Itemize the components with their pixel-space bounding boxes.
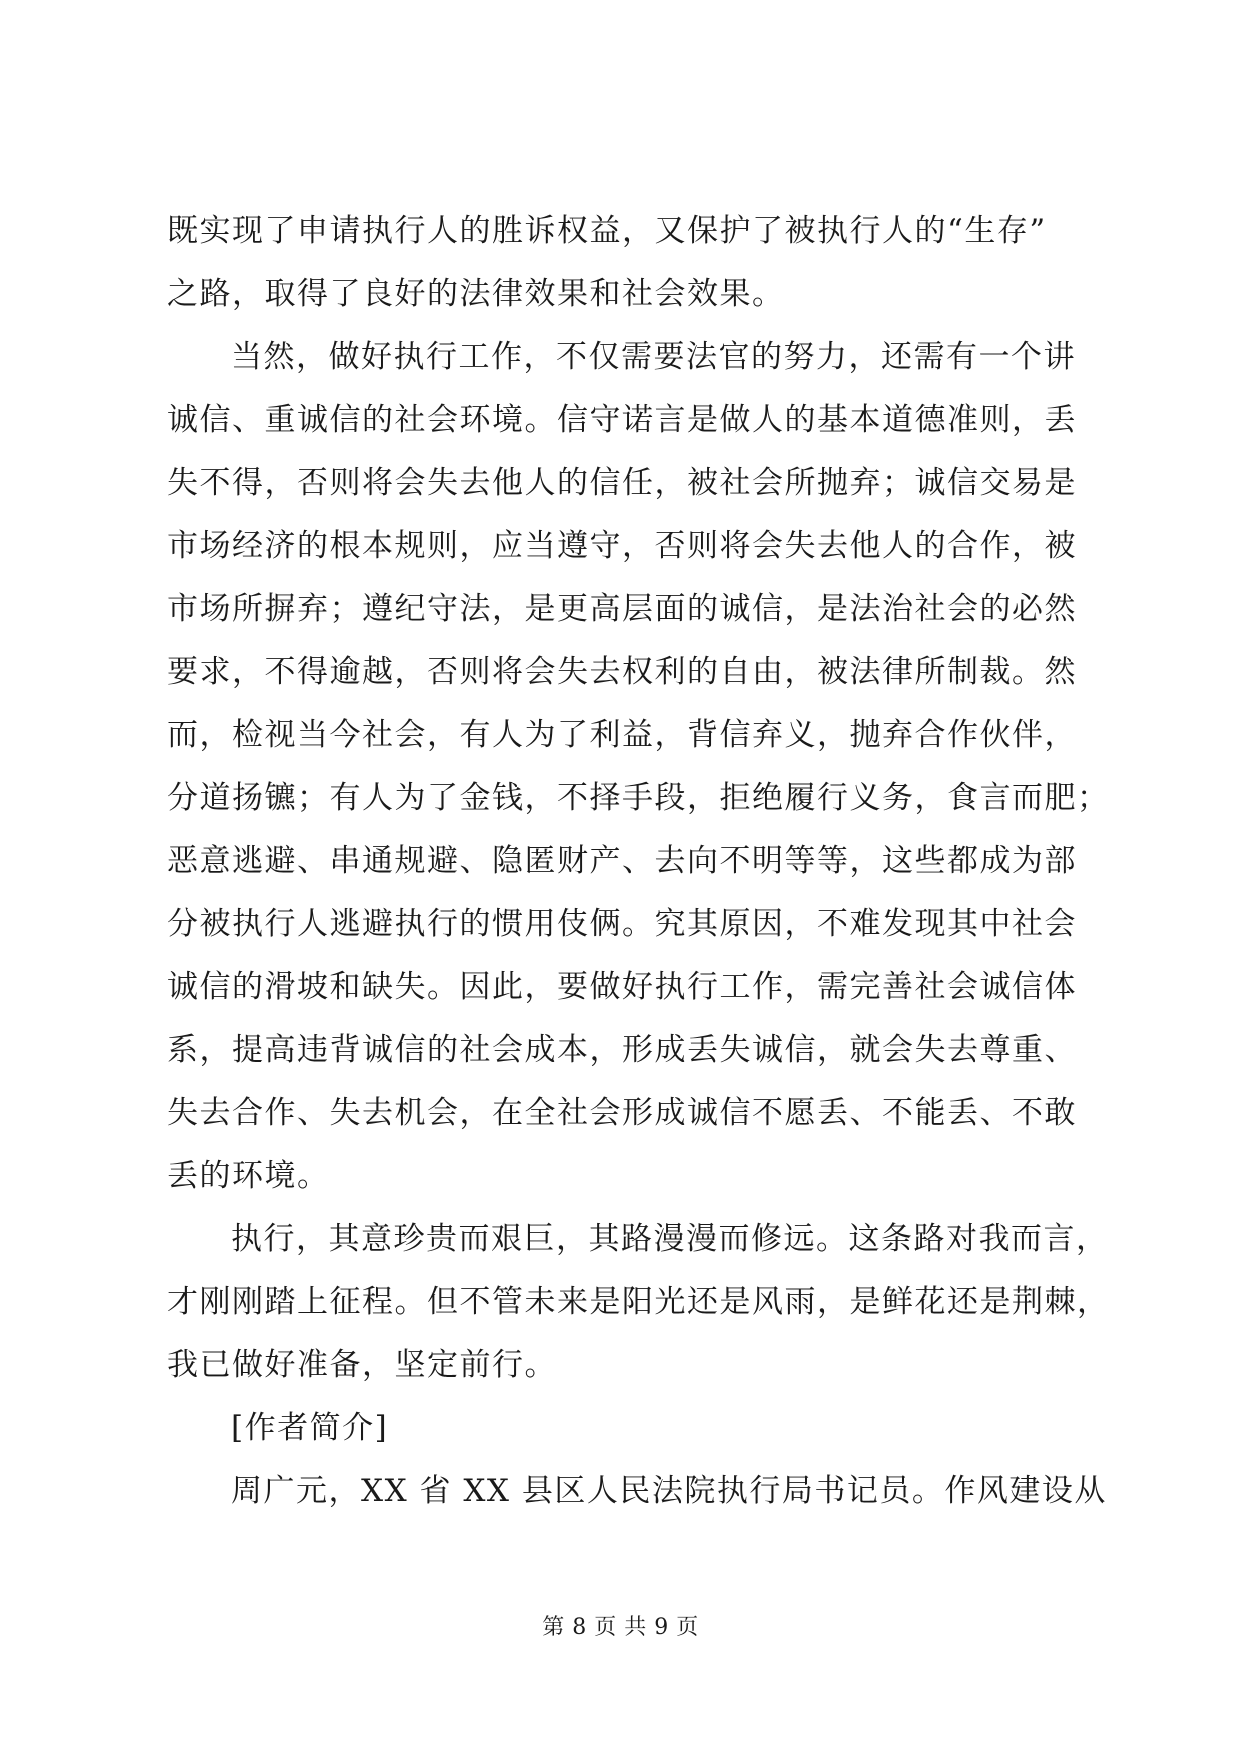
paragraph-start-line: 周广元，XX 省 XX 县区人民法院执行局书记员。作风建设从: [231, 1473, 1107, 1509]
text-line: 才刚刚踏上征程。但不管未来是阳光还是风雨，是鲜花还是荆棘，: [167, 1284, 1110, 1320]
text-line: 失去合作、失去机会，在全社会形成诚信不愿丢、不能丢、不敢: [167, 1095, 1077, 1131]
document-body: [167, 200, 1110, 1523]
text-line: 系，提高违背诚信的社会成本，形成丢失诚信，就会失去尊重、: [167, 1032, 1077, 1068]
text-line: 而，检视当今社会，有人为了利益，背信弃义，抛弃合作伙伴，: [167, 717, 1077, 753]
author-bio-heading: [作者简介]: [231, 1410, 389, 1446]
text-line: 市场经济的根本规则，应当遵守，否则将会失去他人的合作，被: [167, 528, 1077, 564]
text-line: 市场所摒弃；遵纪守法，是更高层面的诚信，是法治社会的必然: [167, 591, 1077, 627]
text-line: 之路，取得了良好的法律效果和社会效果。: [167, 276, 785, 312]
paragraph-start-line: 执行，其意珍贵而艰巨，其路漫漫而修远。这条路对我而言，: [231, 1221, 1109, 1257]
paragraph-start-line: 当然，做好执行工作，不仅需要法官的努力，还需有一个讲: [231, 339, 1076, 375]
page-footer: 第 8 页 共 9 页: [542, 1615, 699, 1640]
text-line: 诚信的滑坡和缺失。因此，要做好执行工作，需完善社会诚信体: [167, 969, 1077, 1005]
text-line: 我已做好准备，坚定前行。: [167, 1347, 557, 1383]
text-line: 诚信、重诚信的社会环境。信守诺言是做人的基本道德准则，丢: [167, 402, 1077, 438]
text-line: 要求，不得逾越，否则将会失去权利的自由，被法律所制裁。然: [167, 654, 1077, 690]
text-line: 既实现了申请执行人的胜诉权益，又保护了被执行人的“生存”: [167, 213, 1047, 249]
text-line: 分道扬镳；有人为了金钱，不择手段，拒绝履行义务，食言而肥；: [167, 780, 1110, 816]
text-line: 恶意逃避、串通规避、隐匿财产、去向不明等等，这些都成为部: [167, 843, 1077, 879]
text-line: 丢的环境。: [167, 1158, 330, 1194]
text-line: 分被执行人逃避执行的惯用伎俩。究其原因，不难发现其中社会: [167, 906, 1077, 942]
text-line: 失不得，否则将会失去他人的信任，被社会所抛弃；诚信交易是: [167, 465, 1077, 501]
